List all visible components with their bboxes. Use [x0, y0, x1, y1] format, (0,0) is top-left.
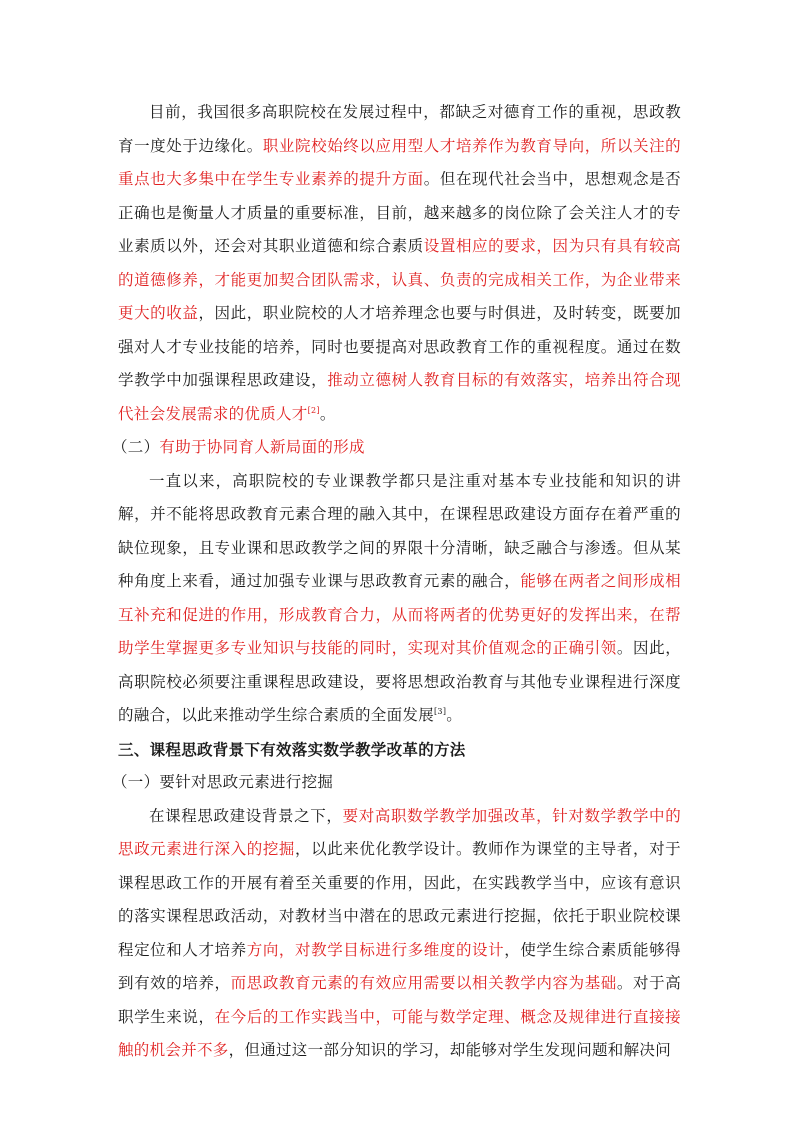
citation-marker: [2]	[307, 405, 320, 415]
subheading-title: 有助于协同育人新局面的形成	[159, 438, 365, 456]
text-run: 目前，我国很多高职院校在发展过程中，都缺乏对德育工作的重视，思政教育一度处于边缘化。	[118, 103, 681, 155]
paragraph-mining-elements	[118, 800, 681, 1068]
text-run: 一直以来，高职院校的专业课教学都只是注重对基本专业技能和知识的讲解，并不能将思政教育元素合理的融入其中，在课程思政建设方面存在着严重的缺位现象，且专业课和思政教学之间的界限十分清晰，缺乏融合与渗透。但从某种角度上来看，通过加强专业课与思政教育元素的融合，	[118, 471, 681, 590]
highlighted-run: 设置相应的要求，因为只有具有较高的道德修养，才能更加契合团队需求，认真、负责的完成相关工作，为企业带来更大的收益	[118, 237, 681, 322]
text-run: ，使学生综合素质能够得到有效的培养，	[118, 940, 681, 992]
text-run: 。但在现代社会当中，思想观念是否正确也是衡量人才质量的重要标准，目前，越来越多的岗位除了会关注人才的专业素质以外，还会对其职业道德和综合素质	[118, 170, 681, 255]
subheading-mining-elements: （一）要针对思政元素进行挖掘	[112, 773, 334, 791]
text-run: ，但通过这一部分知识的学习，却能够对学生发现问题和解决问	[228, 1041, 672, 1059]
highlighted-run: 推动立德树人教育目标的有效落实，培养出符合现代社会发展需求的优质人才	[118, 371, 681, 423]
text-run: 。	[446, 706, 463, 724]
text-run: 。	[319, 404, 336, 423]
text-run: 。因此，高职院校必须要注重课程思政建设，要将思想政治教育与其他专业课程进行深度的融合，以此来推动学生综合素质的全面发展	[118, 639, 681, 724]
highlighted-run: 在今后的工作实践当中，可能与数学定理、概念及规律进行直接接触的机会并不多	[118, 1007, 681, 1059]
subheading-collaborative-education	[112, 431, 681, 465]
citation-marker: [3]	[434, 707, 447, 716]
highlighted-run: 方向，对教学目标进行多维度的设计	[246, 940, 505, 959]
highlighted-run: 职业院校始终以应用型人才培养作为教育导向，所以关注的重点也大多集中在学生专业素养的提升方面	[118, 136, 681, 188]
text-run: ，因此，职业院校的人才培养理念也要与时俱进，及时转变，既要加强对人才专业技能的培养，同时也要提高对思政教育工作的重视程度。通过在数学教学中加强课程思政建设，	[118, 304, 681, 389]
text-run: 。对于高职学生来说，	[118, 974, 681, 1026]
subheading-prefix: （二）	[112, 438, 160, 456]
text-run: ，以此来优化教学设计。教师作为课堂的主导者，对于课程思政工作的开展有着至关重要的作用，因此，在实践教学当中，应该有意识的落实课程思政活动，对教材当中潜在的思政元素进行挖掘，依托于职业院校课程定位和人才培养	[118, 840, 681, 959]
highlighted-run: 而思政教育元素的有效应用需要以相关教学内容为基础	[230, 974, 617, 992]
highlighted-run: 要对高职数学教学加强改革，针对数学教学中的思政元素进行深入的挖掘	[118, 806, 681, 858]
section-heading: 三、课程思政背景下有效落实数学教学改革的方法	[118, 739, 466, 759]
paragraph-integration	[118, 465, 681, 733]
highlighted-run: 能够在两者之间形成相互补充和促进的作用，形成教育合力，从而将两者的优势更好的发挥出来，在帮助学生掌握更多专业知识与技能的同时，实现对其价值观念的正确引领	[118, 572, 681, 657]
paragraph-moral-education	[118, 96, 681, 431]
text-run: 在课程思政建设背景之下，	[149, 806, 343, 825]
